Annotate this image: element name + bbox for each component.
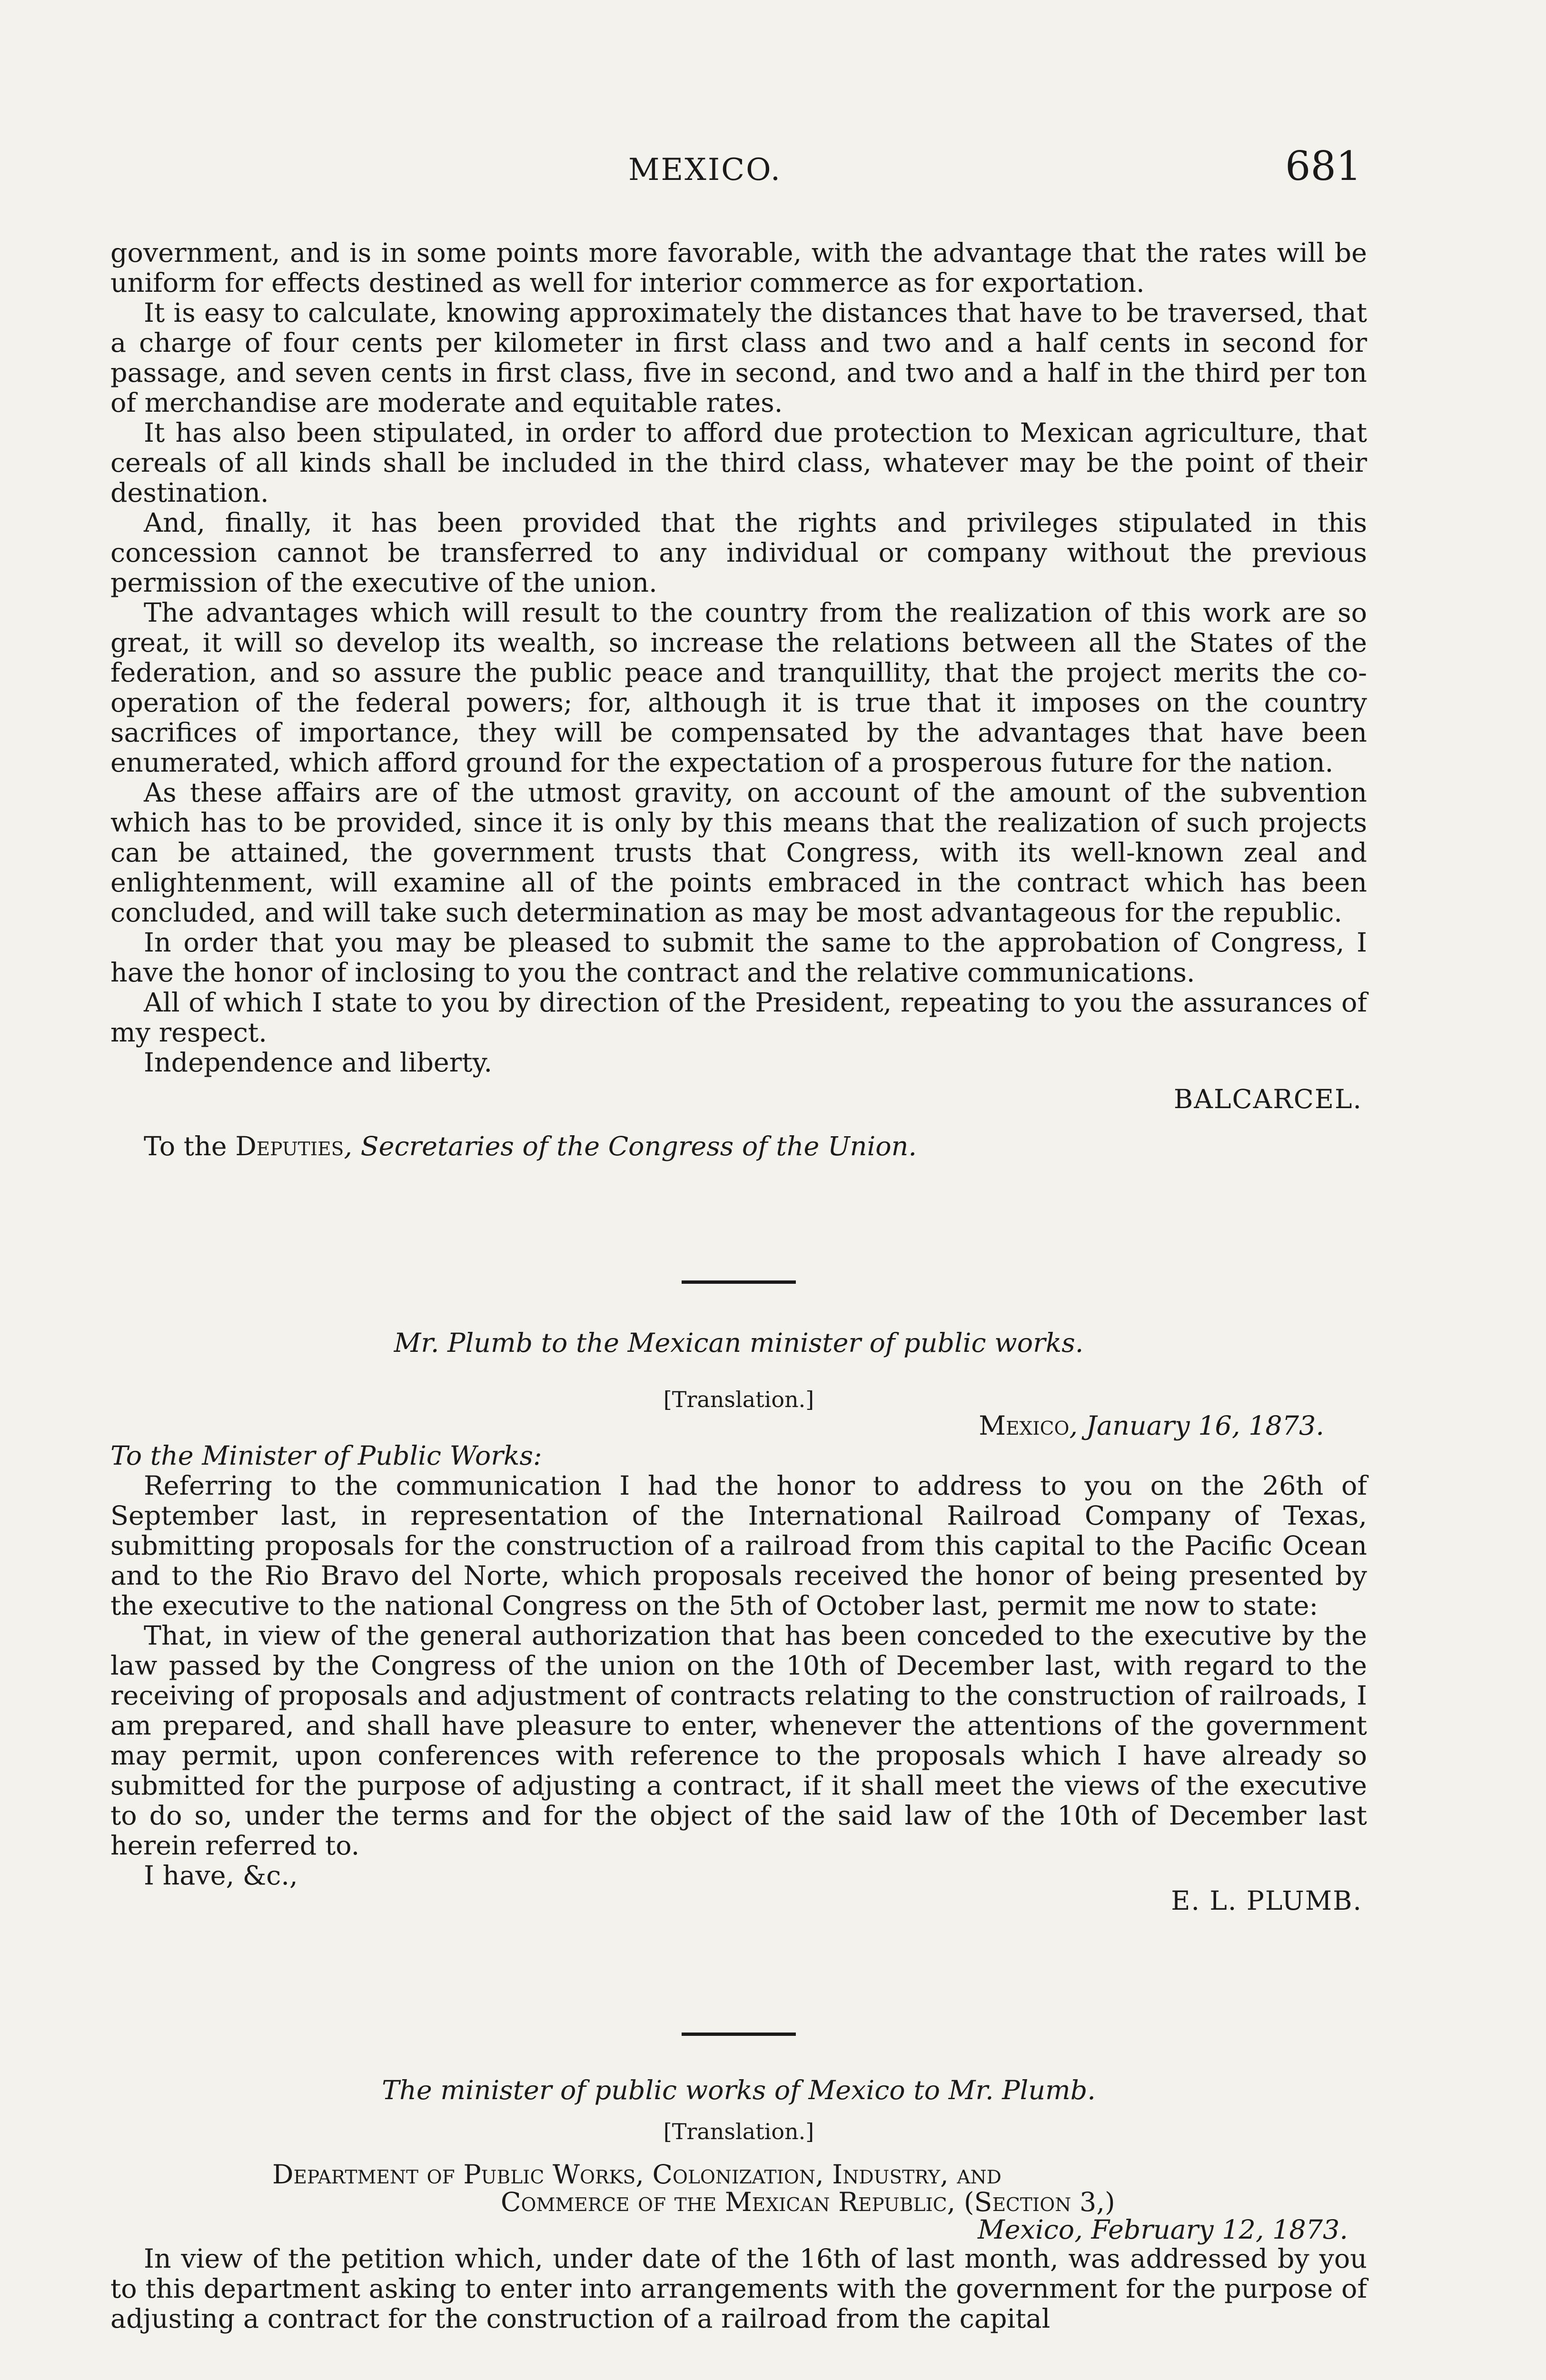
- page-number: 681: [1285, 143, 1362, 189]
- letter-dateline: [110, 1411, 1367, 1441]
- paragraph: Independence and liberty.: [144, 1047, 493, 1078]
- translation-note: [Translation.]: [663, 1387, 814, 1412]
- paragraph: In order that you may be pleased to submit the same to the approbation of Congress, I have the honor of inclosing to you the contract and the relative communications.: [110, 927, 1367, 988]
- address-prefix: To the: [144, 1131, 236, 1162]
- section-plumb-letter: [110, 1328, 1367, 1916]
- department-line-2: Commerce of the Mexican Republic, (Section 3,): [501, 2187, 1115, 2218]
- section-divider: [110, 2033, 1367, 2036]
- department-line-1: Department of Public Works, Colonization, Industry, and: [272, 2159, 1001, 2190]
- address-line: [110, 1131, 1367, 1161]
- paragraph: Referring to the communication I had the honor to address to you on the 26th of September last, in representation of the International Railroad Company of Texas, submitting proposals for the construction of a railroad from this capital to the Pacific Ocean and to the Rio Bravo del Norte, which proposals received the honor of being presented by the executive to the national Congress on the 5th of October last, permit me now to state:: [110, 1470, 1367, 1621]
- paragraph: It is easy to calculate, knowing approximately the distances that have to be traversed, that a charge of four cents per kilometer in first class and two and a half cents in second for passage, and seven cents in first class, five in second, and two and a half in the third per ton of merchandise are moderate and equitable rates.: [110, 298, 1367, 418]
- translation-note: [Translation.]: [663, 2119, 814, 2144]
- salutation: To the Minister of Public Works:: [110, 1440, 542, 1471]
- letter-heading: Mr. Plumb to the Mexican minister of public works.: [394, 1328, 1084, 1359]
- letter-body: [110, 1471, 1367, 1891]
- horizontal-rule: [682, 2033, 796, 2036]
- letter-dateline: Mexico, February 12, 1873.: [977, 2214, 1348, 2245]
- dateline-date: , January 16, 1873.: [1069, 1410, 1324, 1441]
- horizontal-rule: [682, 1280, 796, 1284]
- running-header: [0, 143, 1546, 190]
- section-divider: [110, 1280, 1367, 1284]
- signature-plumb: E. L. PLUMB.: [1171, 1885, 1362, 1916]
- paragraph: The advantages which will result to the country from the realization of this work are so great, it will so develop its wealth, so increase the relations between all the States of the federation, and so assure the public peace and tranquillity, that the project merits the co-operation of the federal powers; for, although it is true that it imposes on the country sacrifices of importance, they will be compensated by the advantages that have been enumerated, which afford ground for the expectation of a prosperous future for the nation.: [110, 597, 1367, 778]
- paragraph: In view of the petition which, under date of the 16th of last month, was addressed by you to this department asking to enter into arrangements with the government for the purpose of adjusting a contract for the construction of a railroad from the capital: [110, 2243, 1367, 2334]
- address-rest: , Secretaries of the Congress of the Union.: [344, 1131, 917, 1162]
- section-minister-letter: [110, 2075, 1367, 2334]
- section-balcarcel-letter: [110, 238, 1367, 1161]
- paragraph: And, finally, it has been provided that the rights and privileges stipulated in this concession cannot be transferred to any individual or company without the previous permission of the executive of the union.: [110, 507, 1367, 598]
- dateline-place: Mexico: [979, 1410, 1070, 1441]
- paragraph: As these affairs are of the utmost gravity, on account of the amount of the subvention which has to be provided, since it is only by this means that the realization of such projects can be attained, the government trusts that Congress, with its well-known zeal and enlightenment, will examine all of the points embraced in the contract which has been concluded, and will take such determination as may be most advantageous for the republic.: [110, 777, 1367, 928]
- paragraph: All of which I state to you by direction of the President, repeating to you the assurances of my respect.: [110, 987, 1367, 1048]
- paragraph: That, in view of the general authorization that has been conceded to the executive by the law passed by the Congress of the union on the 10th of December last, with regard to the receiving of proposals and adjustment of contracts relating to the construction of railroads, I am prepared, and shall have pleasure to enter, whenever the attentions of the government may permit, upon conferences with reference to the proposals which I have already so submitted for the purpose of adjusting a contract, if it shall meet the views of the executive to do so, under the terms and for the object of the said law of the 10th of December last herein referred to.: [110, 1620, 1367, 1861]
- letter-heading: The minister of public works of Mexico to Mr. Plumb.: [382, 2075, 1096, 2106]
- running-title: MEXICO.: [628, 152, 782, 188]
- letter-body: [110, 2244, 1367, 2334]
- paragraph: government, and is in some points more favorable, with the advantage that the rates will be uniform for effects destined as well for interior commerce as for exportation.: [110, 238, 1367, 298]
- closing: I have, &c.,: [144, 1860, 298, 1891]
- paragraph: It has also been stipulated, in order to afford due protection to Mexican agriculture, that cereals of all kinds shall be included in the third class, whatever may be the point of their destination.: [110, 417, 1367, 508]
- signature-balcarcel: BALCARCEL.: [1173, 1084, 1362, 1114]
- address-name: Deputies: [235, 1131, 344, 1162]
